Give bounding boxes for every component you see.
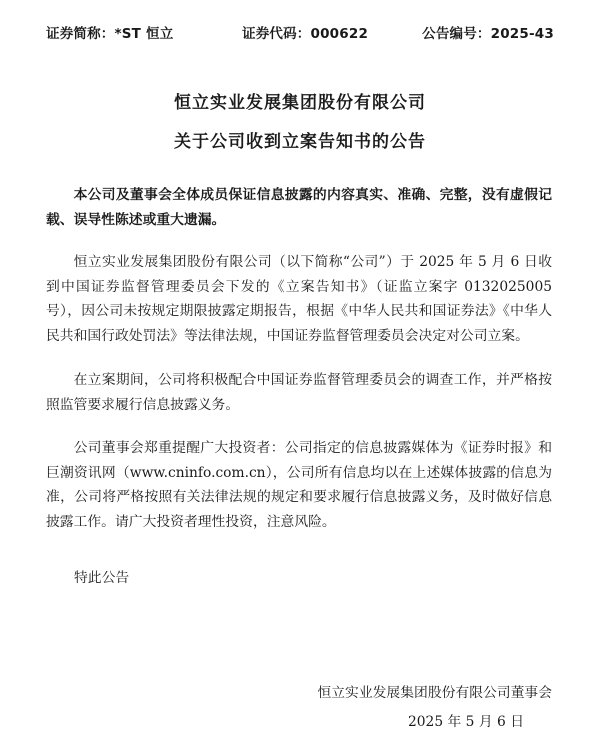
body-paragraph-3: 公司董事会郑重提醒广大投资者：公司指定的信息披露媒体为《证券时报》和巨潮资讯网（www.cninfo.com.cn），公司所有信息均以在上述媒体披露的信息为准，公司将严格按照有关法律法规的规定和要求履行信息披露义务，及时做好信息披露工作。请广大投资者理性投资，注意风险。 <box>46 440 552 530</box>
closing-remark: 特此公告 <box>74 570 130 586</box>
signature-org: 恒立实业发展集团股份有限公司董事会 <box>317 685 552 701</box>
security-code: 证券代码：000622 <box>242 26 369 42</box>
board-declaration: 本公司及董事会全体成员保证信息披露的内容真实、准确、完整，没有虚假记载、误导性陈述或重大遗漏。 <box>46 187 552 228</box>
security-short-name: 证券简称：*ST 恒立 <box>46 26 174 42</box>
body-paragraph-2: 在立案期间，公司将积极配合中国证券监督管理委员会的调查工作，并严格按照监管要求履行信息披露义务。 <box>46 372 552 413</box>
signature-date: 2025 年 5 月 6 日 <box>408 714 524 730</box>
body-paragraph-1: 恒立实业发展集团股份有限公司（以下简称“公司”）于 2025 年 5 月 6 日收到中国证券监督管理委员会下发的《立案告知书》（证监立案字 0132025005 号），因公司未按规定期限披露定期报告，根据《中华人民共和国证券法》《中华人民共和国行政处罚法》等法律法规，中国证券监督管理委员会决定对公司立案。 <box>46 254 552 344</box>
announcement-number: 公告编号：2025-43 <box>422 26 554 42</box>
announcement-title: 关于公司收到立案告知书的公告 <box>174 132 426 152</box>
company-title: 恒立实业发展集团股份有限公司 <box>174 93 426 113</box>
